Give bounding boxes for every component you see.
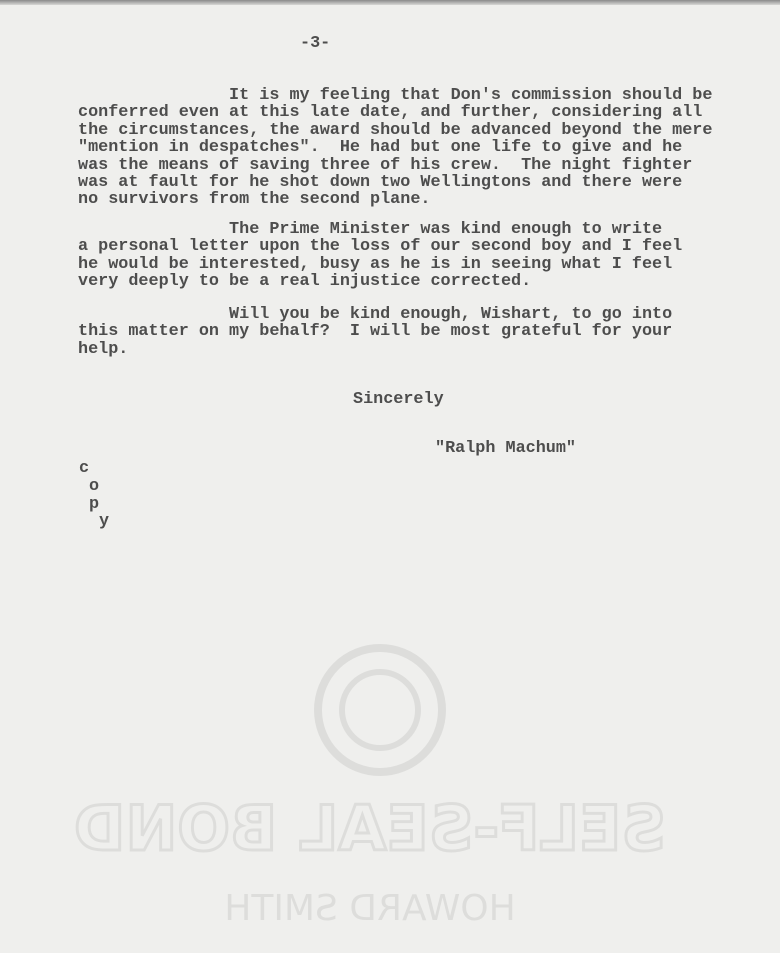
copy-mark-letter: y bbox=[99, 512, 110, 531]
text-line: conferred even at this late date, and further, considering all bbox=[78, 103, 703, 123]
svg-text:SELF-SEAL BOND: SELF-SEAL BOND bbox=[73, 792, 667, 865]
text-line: Will you be kind enough, Wishart, to go into bbox=[78, 305, 673, 324]
text-line: was the means of saving three of his crew. The night fighter bbox=[78, 155, 693, 175]
copy-mark-letter: o bbox=[89, 477, 100, 496]
text-line: this matter on my behalf? I will be most grateful for your bbox=[78, 322, 673, 342]
copy-mark-letter: p bbox=[89, 495, 100, 514]
paragraph-1 bbox=[78, 87, 712, 209]
page-top-edge bbox=[0, 0, 780, 5]
copy-mark-letter: c bbox=[79, 459, 90, 478]
text-line: was at fault for he shot down two Wellingtons and there were bbox=[78, 173, 683, 193]
text-line: the circumstances, the award should be advanced beyond the mere bbox=[78, 120, 713, 140]
paper-watermark bbox=[0, 600, 780, 953]
text-line: help. bbox=[78, 339, 129, 359]
text-line: he would be interested, busy as he is in seeing what I feel bbox=[78, 254, 673, 274]
text-line: a personal letter upon the loss of our second boy and I feel bbox=[78, 237, 683, 257]
paragraph-2 bbox=[78, 221, 682, 291]
svg-text:HOWARD SMITH: HOWARD SMITH bbox=[224, 888, 516, 929]
text-line: no survivors from the second plane. bbox=[78, 190, 431, 210]
text-line: very deeply to be a real injustice corrected. bbox=[78, 272, 532, 292]
paragraph-3 bbox=[78, 306, 672, 358]
text-line: It is my feeling that Don's commission should be bbox=[78, 86, 713, 105]
closing: Sincerely bbox=[353, 390, 444, 409]
signature: "Ralph Machum" bbox=[435, 439, 576, 458]
text-line: The Prime Minister was kind enough to write bbox=[78, 220, 663, 239]
page-number: -3- bbox=[300, 34, 331, 53]
text-line: "mention in despatches". He had but one life to give and he bbox=[78, 138, 683, 158]
